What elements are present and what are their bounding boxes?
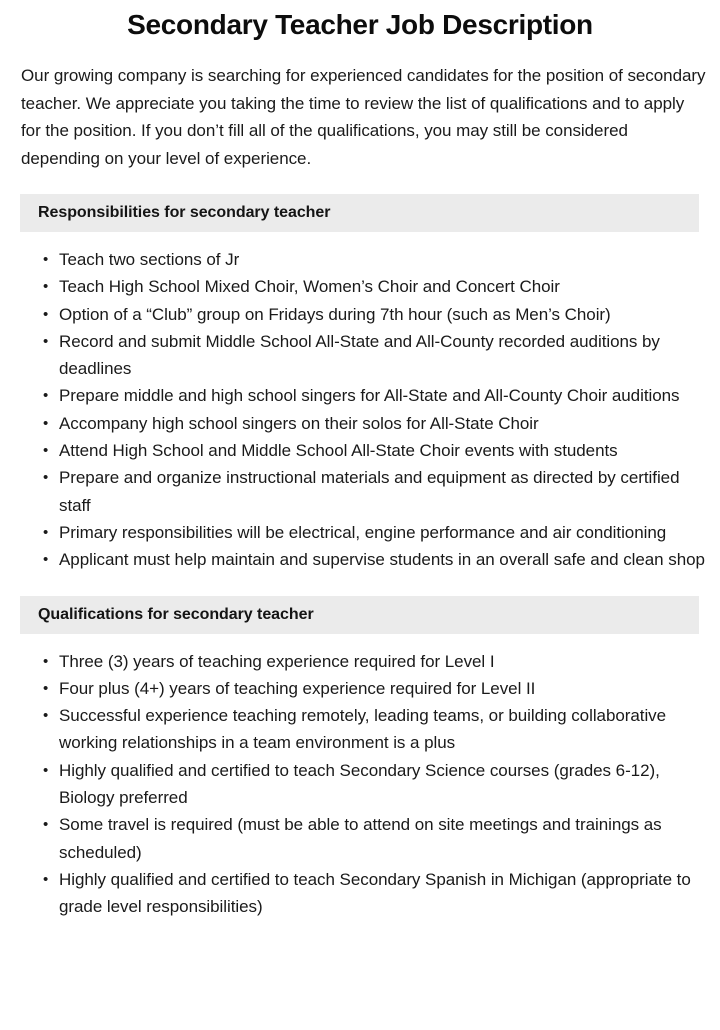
list-item: • Prepare and organize instructional materials and equipment as directed by certified staff <box>43 464 706 519</box>
list-item: • Prepare middle and high school singers for All-State and All-County Choir auditions <box>43 382 706 409</box>
section-header-qualifications <box>20 596 699 634</box>
list-item: • Four plus (4+) years of teaching experience required for Level II <box>43 675 706 702</box>
section-qualifications <box>0 596 720 921</box>
section-header-label: Qualifications for secondary teacher <box>38 605 314 623</box>
list-item: • Applicant must help maintain and supervise students in an overall safe and clean shop <box>43 546 706 573</box>
section-responsibilities <box>0 194 720 574</box>
list-item: • Highly qualified and certified to teach Secondary Spanish in Michigan (appropriate to grade level responsibilities) <box>43 866 706 921</box>
intro-paragraph: Our growing company is searching for experienced candidates for the position of secondary teacher. We appreciate you taking the time to review the list of qualifications and to apply for the position. If you don’t fill all of the qualifications, you may still be considered depending on your level of experience. <box>21 66 706 168</box>
list-item: • Accompany high school singers on their solos for All-State Choir <box>43 410 706 437</box>
list-item: • Some travel is required (must be able to attend on site meetings and trainings as scheduled) <box>43 811 706 866</box>
list-item: • Highly qualified and certified to teach Secondary Science courses (grades 6-12), Biology preferred <box>43 757 706 812</box>
list-item: • Successful experience teaching remotely, leading teams, or building collaborative working relationships in a team environment is a plus <box>43 702 706 757</box>
qualifications-list <box>0 634 720 921</box>
list-item: • Teach High School Mixed Choir, Women’s Choir and Concert Choir <box>43 273 706 300</box>
list-item: • Teach two sections of Jr <box>43 246 706 273</box>
list-item: • Option of a “Club” group on Fridays during 7th hour (such as Men’s Choir) <box>43 301 706 328</box>
page-title: Secondary Teacher Job Description <box>127 9 593 40</box>
section-header-responsibilities <box>20 194 699 232</box>
section-header-label: Responsibilities for secondary teacher <box>38 204 331 221</box>
responsibilities-list <box>0 232 720 574</box>
bottom-spacer <box>0 921 720 951</box>
list-item: • Attend High School and Middle School All-State Choir events with students <box>43 437 706 464</box>
list-item: • Three (3) years of teaching experience required for Level I <box>43 648 706 675</box>
list-item: • Primary responsibilities will be electrical, engine performance and air conditioning <box>43 519 706 546</box>
list-item: • Record and submit Middle School All-State and All-County recorded auditions by deadlines <box>43 328 706 383</box>
